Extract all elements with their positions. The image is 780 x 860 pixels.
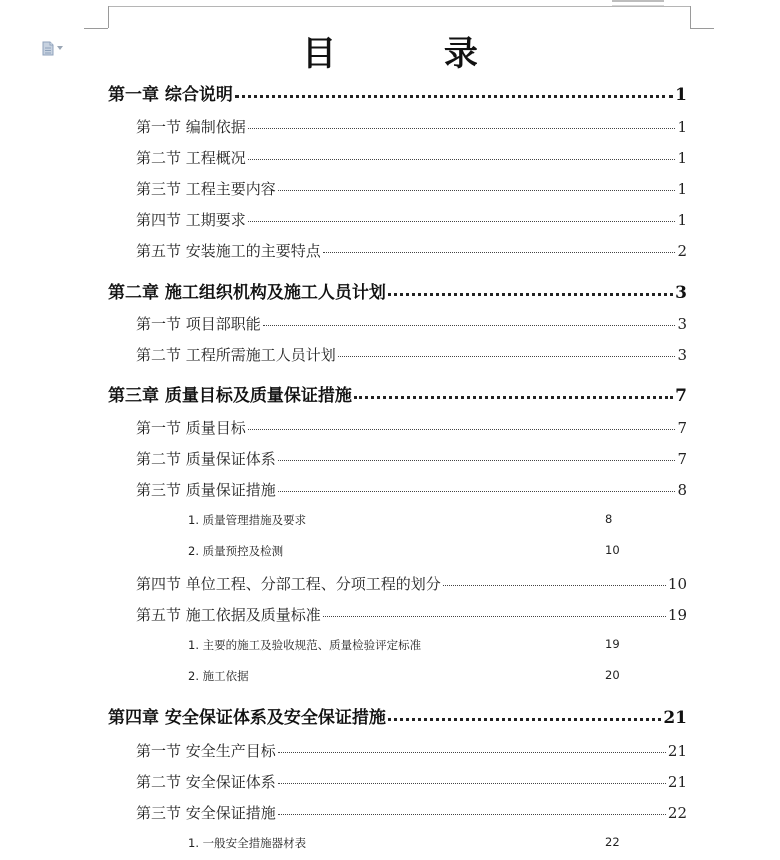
toc-section-entry[interactable] <box>136 802 687 823</box>
toc-entry-title: 第二节 安全保证体系 <box>136 773 276 791</box>
toc-section-entry[interactable] <box>136 573 687 594</box>
toc-section-entry[interactable] <box>136 313 687 334</box>
page-title: 目 录 <box>302 34 526 74</box>
toc-page-number: 7 <box>675 386 687 406</box>
dot-leader <box>278 490 676 492</box>
toc-entry-title: 第一节 项目部职能 <box>136 315 261 333</box>
toc-section-entry[interactable] <box>136 604 687 625</box>
toc-chapter-entry[interactable] <box>108 80 687 105</box>
toc-page-number: 19 <box>605 637 620 651</box>
toc-page-number: 20 <box>605 668 620 682</box>
dot-leader <box>388 717 661 721</box>
toc-section-entry[interactable] <box>136 240 687 261</box>
toc-entry-title: 第三章 质量目标及质量保证措施 <box>108 386 352 406</box>
toc-entry-title: 第四节 单位工程、分部工程、分项工程的划分 <box>136 575 441 593</box>
dot-leader <box>388 292 673 296</box>
toc-page-number: 7 <box>677 450 687 468</box>
dot-leader <box>278 782 666 784</box>
toc-page-number: 21 <box>667 742 687 760</box>
toc-entry-title: 第一章 综合说明 <box>108 85 233 105</box>
toc-entry-title: 第二节 工程概况 <box>136 149 246 167</box>
dot-leader <box>443 584 666 586</box>
toc-page-number: 22 <box>605 835 620 849</box>
dot-leader <box>354 395 673 399</box>
toc-page-number: 10 <box>667 575 687 593</box>
toc-sub-entry[interactable] <box>188 512 613 528</box>
toc-page-number: 10 <box>605 543 620 557</box>
toc-section-entry[interactable] <box>136 147 687 168</box>
toc-chapter-entry[interactable] <box>108 381 687 406</box>
toc-entry-title: 第二节 工程所需施工人员计划 <box>136 346 336 364</box>
toc-entry-title: 第一节 质量目标 <box>136 419 246 437</box>
toc-entry-title: 第三节 安全保证措施 <box>136 804 276 822</box>
toc-entry-title: 第二节 质量保证体系 <box>136 450 276 468</box>
toc-entry-title: 第五节 安装施工的主要特点 <box>136 242 321 260</box>
dot-leader <box>248 220 676 222</box>
toc-page-number: 3 <box>677 346 687 364</box>
toc-chapter-entry[interactable] <box>108 278 687 303</box>
toc-page-number: 22 <box>667 804 687 822</box>
toc-page-number: 3 <box>675 283 687 303</box>
dot-leader <box>278 813 666 815</box>
toc-entry-title: 1. 主要的施工及验收规范、质量检验评定标准 <box>188 638 422 652</box>
toc-page-number: 1 <box>675 85 687 105</box>
dot-leader <box>323 615 666 617</box>
dot-leader <box>263 324 676 326</box>
toc-section-entry[interactable] <box>136 209 687 230</box>
dot-leader <box>278 189 676 191</box>
toc-page-number: 1 <box>677 118 687 136</box>
dot-leader <box>278 459 676 461</box>
toc-section-entry[interactable] <box>136 740 687 761</box>
toc-sub-entry[interactable] <box>188 543 620 559</box>
toc-section-entry[interactable] <box>136 116 687 137</box>
toc-entry-title: 1. 质量管理措施及要求 <box>188 513 307 527</box>
toc-entry-title: 第五节 施工依据及质量标准 <box>136 606 321 624</box>
toc-sub-entry[interactable] <box>188 668 620 684</box>
toc-entry-title: 第四章 安全保证体系及安全保证措施 <box>108 708 386 728</box>
toc-page-number: 8 <box>605 512 613 526</box>
toc-page-number: 1 <box>677 149 687 167</box>
toc-sub-entry[interactable] <box>188 637 620 653</box>
toc-entry-title: 第一节 安全生产目标 <box>136 742 276 760</box>
toc-section-entry[interactable] <box>136 448 687 469</box>
toc-page-number: 21 <box>667 773 687 791</box>
toc-page-number: 21 <box>663 708 687 728</box>
toc-section-entry[interactable] <box>136 344 687 365</box>
toc-page-number: 7 <box>677 419 687 437</box>
toc-section-entry[interactable] <box>136 417 687 438</box>
toc-entry-title: 2. 质量预控及检测 <box>188 544 284 558</box>
toc-page-number: 1 <box>677 211 687 229</box>
toc-entry-title: 第二章 施工组织机构及施工人员计划 <box>108 283 386 303</box>
toc-entry-title: 2. 施工依据 <box>188 669 249 683</box>
toc-section-entry[interactable] <box>136 178 687 199</box>
toc-chapter-entry[interactable] <box>108 703 687 728</box>
dot-leader <box>235 94 673 98</box>
dot-leader <box>248 428 676 430</box>
dot-leader <box>323 251 676 253</box>
toc-sub-entry[interactable] <box>188 835 620 851</box>
toc-section-entry[interactable] <box>136 771 687 792</box>
toc-entry-title: 第一节 编制依据 <box>136 118 246 136</box>
dot-leader <box>248 127 676 129</box>
dot-leader <box>278 751 666 753</box>
toc-page-number: 2 <box>677 242 687 260</box>
toc-page-number: 1 <box>677 180 687 198</box>
toc-entry-title: 第三节 质量保证措施 <box>136 481 276 499</box>
dot-leader <box>338 355 676 357</box>
toc-page-number: 8 <box>677 481 687 499</box>
toc-entry-title: 第四节 工期要求 <box>136 211 246 229</box>
toc-page-number: 19 <box>667 606 687 624</box>
toc-section-entry[interactable] <box>136 479 687 500</box>
toc-page-number: 3 <box>677 315 687 333</box>
toc-entry-title: 第三节 工程主要内容 <box>136 180 276 198</box>
toc-entry-title: 1. 一般安全措施器材表 <box>188 836 307 850</box>
dot-leader <box>248 158 676 160</box>
